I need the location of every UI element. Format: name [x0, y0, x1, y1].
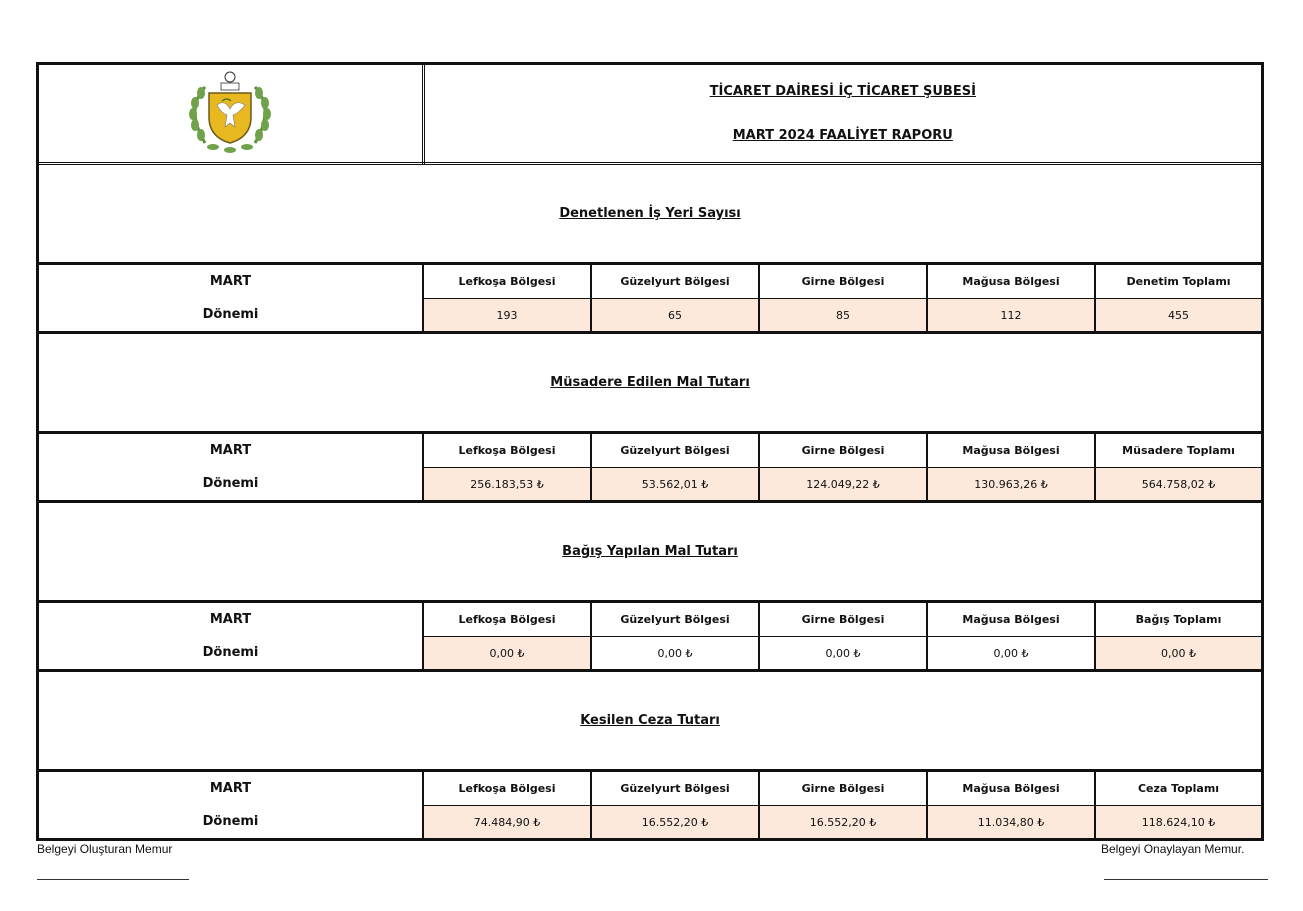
column-header: Lefkoşa Bölgesi: [423, 602, 591, 637]
column-header: Mağusa Bölgesi: [927, 264, 1095, 299]
value-cell: 124.049,22 ₺: [759, 468, 927, 502]
column-header: Girne Bölgesi: [759, 771, 927, 806]
approver-signature-line: [1104, 879, 1268, 880]
total-cell: 118.624,10 ₺: [1095, 806, 1261, 839]
value-cell: 112: [927, 299, 1095, 333]
period-month: MART: [209, 443, 252, 459]
period-label: Dönemi: [39, 299, 423, 333]
value-cell: 0,00 ₺: [927, 637, 1095, 671]
value-cell: 65: [591, 299, 759, 333]
approver-label: Belgeyi Onaylayan Memur.: [1101, 842, 1245, 856]
activity-report: [36, 62, 1264, 841]
value-cell: 53.562,01 ₺: [591, 468, 759, 502]
value-cell: 193: [423, 299, 591, 333]
value-cell: 16.552,20 ₺: [591, 806, 759, 839]
section-title: Denetlenen İş Yeri Sayısı: [39, 164, 1261, 264]
column-header: Lefkoşa Bölgesi: [423, 433, 591, 468]
column-header: Lefkoşa Bölgesi: [423, 264, 591, 299]
value-cell: 0,00 ₺: [591, 637, 759, 671]
period-label: Dönemi: [39, 806, 423, 839]
emblem-cell: [39, 65, 423, 164]
value-cell: 256.183,53 ₺: [423, 468, 591, 502]
column-header: Bağış Toplamı: [1095, 602, 1261, 637]
column-header: Girne Bölgesi: [759, 602, 927, 637]
value-cell: 16.552,20 ₺: [759, 806, 927, 839]
column-header: Güzelyurt Bölgesi: [591, 602, 759, 637]
column-header: Müsadere Toplamı: [1095, 433, 1261, 468]
total-cell: 564.758,02 ₺: [1095, 468, 1261, 502]
column-header: Güzelyurt Bölgesi: [591, 771, 759, 806]
state-emblem-logo: [165, 69, 295, 155]
creator-label: Belgeyi Oluşturan Memur: [37, 842, 173, 856]
section-title: Bağış Yapılan Mal Tutarı: [39, 502, 1261, 602]
column-header: Ceza Toplamı: [1095, 771, 1261, 806]
report-title-cell: [423, 65, 1261, 164]
column-header: Girne Bölgesi: [759, 264, 927, 299]
value-cell: 0,00 ₺: [423, 637, 591, 671]
column-header: Güzelyurt Bölgesi: [591, 264, 759, 299]
creator-signature-line: [37, 879, 189, 880]
total-cell: 0,00 ₺: [1095, 637, 1261, 671]
department-title: TİCARET DAİRESİ İÇ TİCARET ŞUBESİ: [709, 84, 976, 99]
period-label: Dönemi: [39, 468, 423, 502]
value-cell: 0,00 ₺: [759, 637, 927, 671]
section-title: Kesilen Ceza Tutarı: [39, 671, 1261, 771]
section-title: Müsadere Edilen Mal Tutarı: [39, 333, 1261, 433]
total-cell: 455: [1095, 299, 1261, 333]
column-header: Mağusa Bölgesi: [927, 771, 1095, 806]
value-cell: 130.963,26 ₺: [927, 468, 1095, 502]
period-month: MART: [209, 274, 252, 290]
value-cell: 85: [759, 299, 927, 333]
column-header: Denetim Toplamı: [1095, 264, 1261, 299]
report-table: [39, 65, 1261, 838]
column-header: Mağusa Bölgesi: [927, 602, 1095, 637]
column-header: Lefkoşa Bölgesi: [423, 771, 591, 806]
report-title: MART 2024 FAALİYET RAPORU: [732, 128, 953, 143]
period-month: MART: [209, 781, 252, 797]
column-header: Girne Bölgesi: [759, 433, 927, 468]
period-label: Dönemi: [39, 637, 423, 671]
period-month: MART: [209, 612, 252, 628]
value-cell: 74.484,90 ₺: [423, 806, 591, 839]
column-header: Mağusa Bölgesi: [927, 433, 1095, 468]
value-cell: 11.034,80 ₺: [927, 806, 1095, 839]
column-header: Güzelyurt Bölgesi: [591, 433, 759, 468]
